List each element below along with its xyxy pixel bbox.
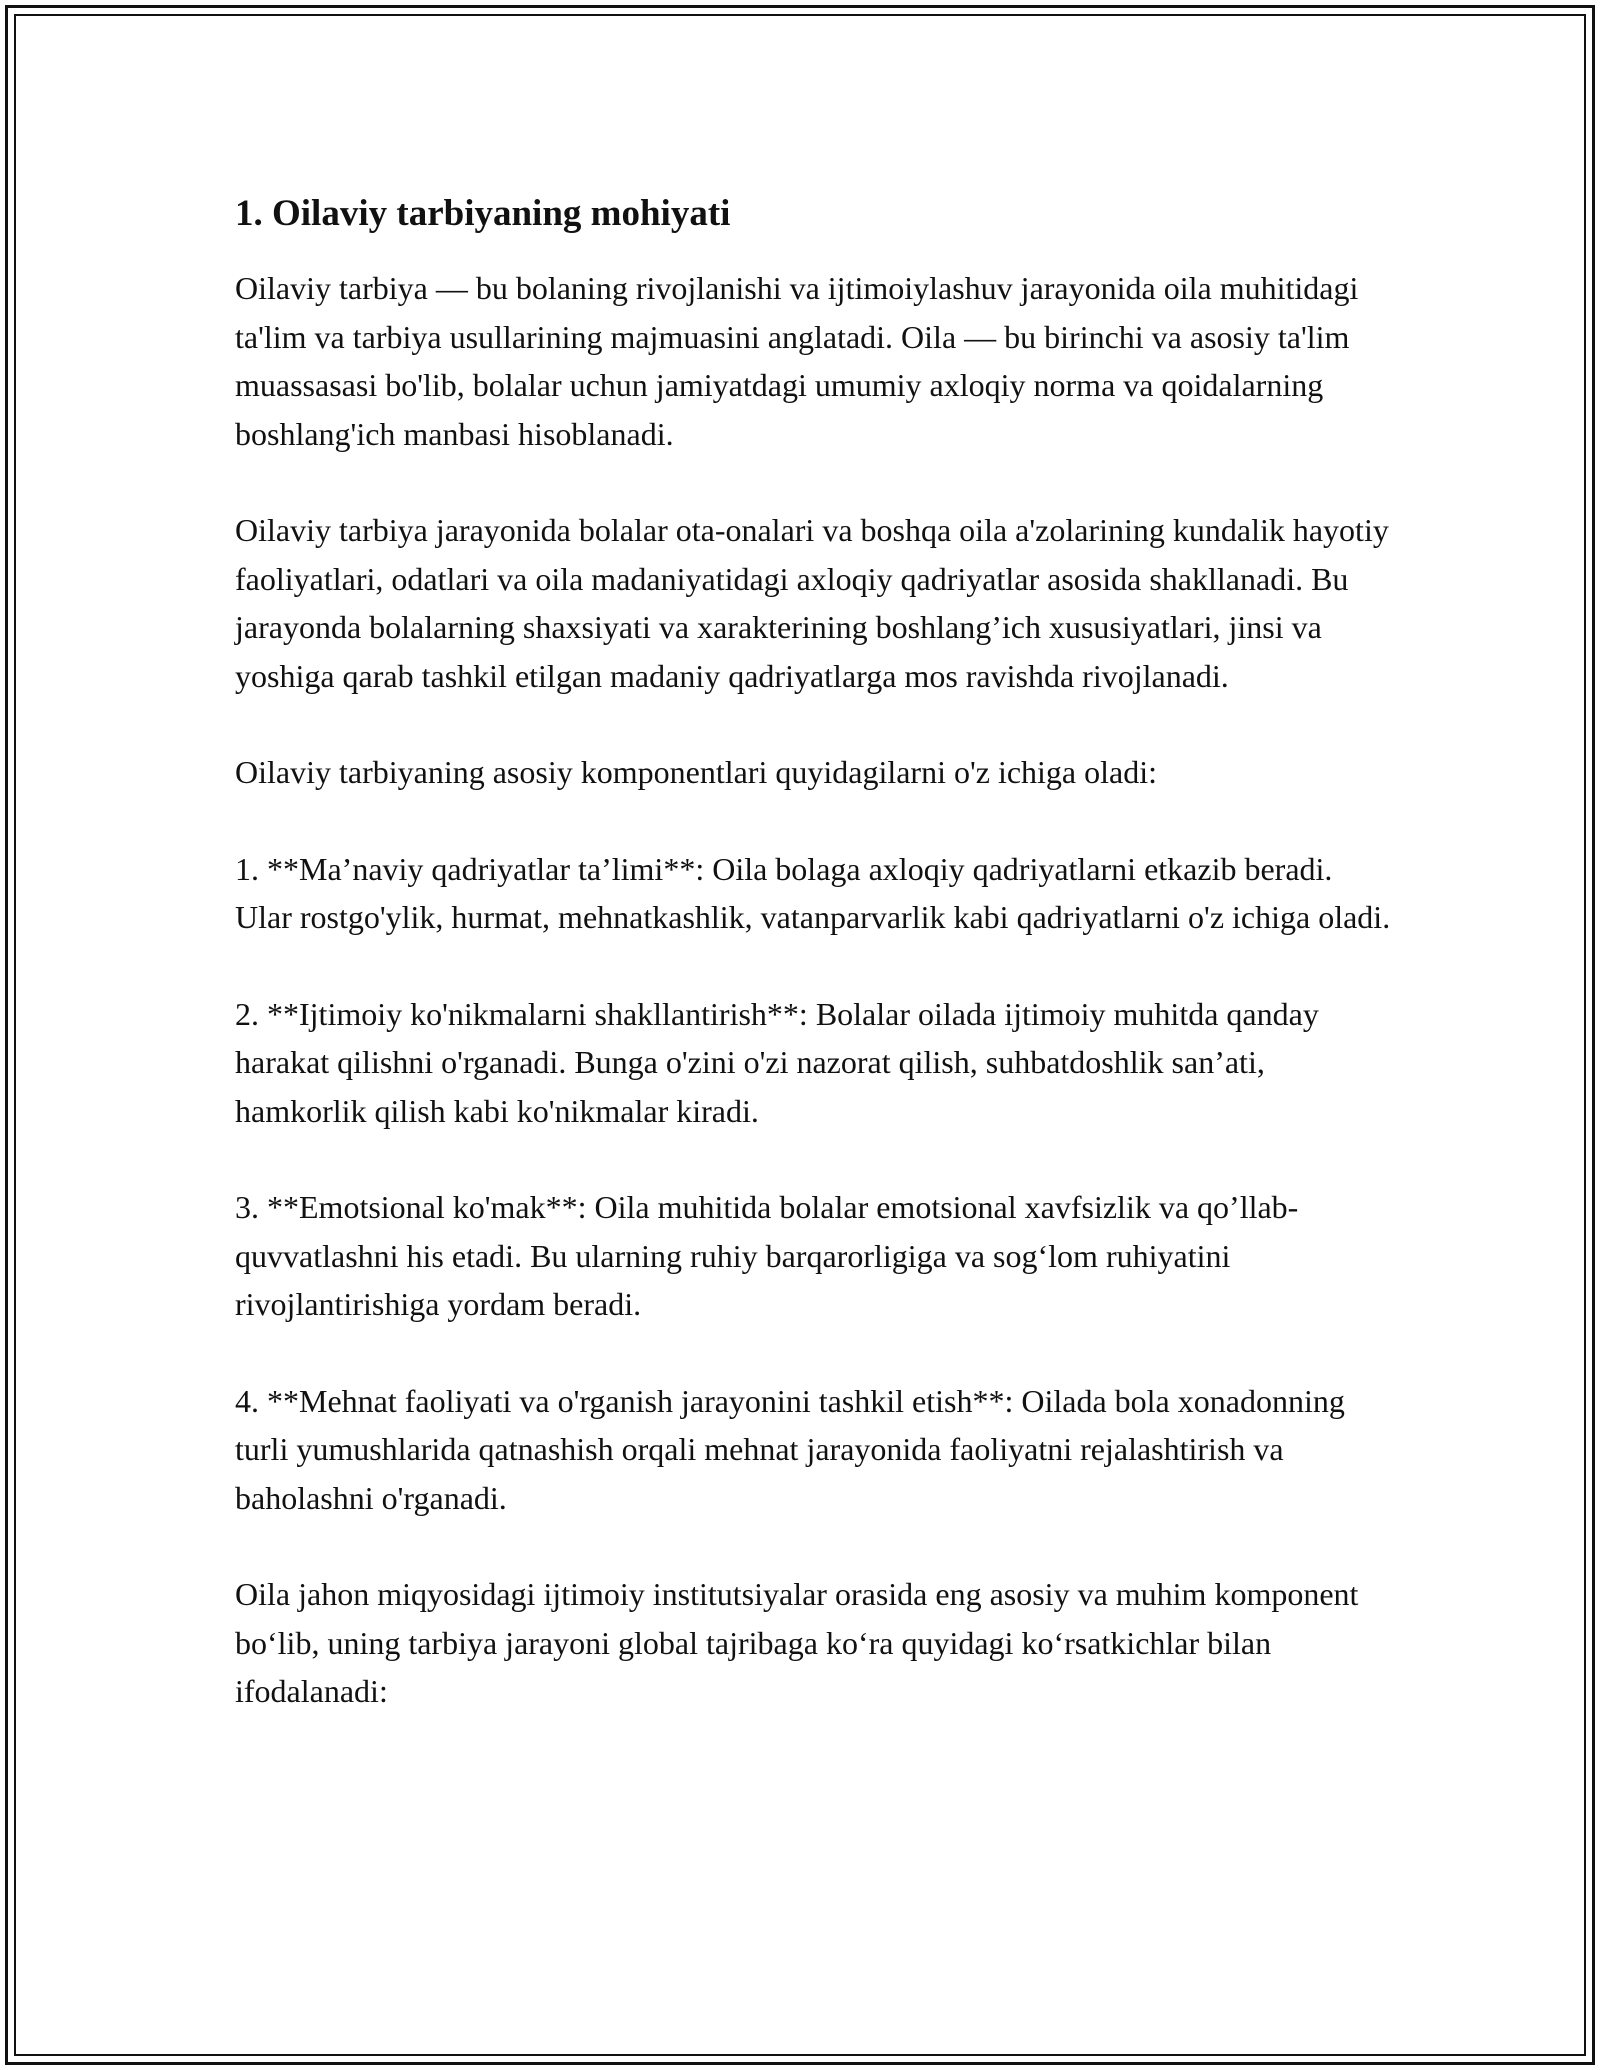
section-heading: 1. Oilaviy tarbiyaning mohiyati (235, 193, 731, 234)
paragraph-process: Oilaviy tarbiya jarayonida bolalar ota-onalari va boshqa oila a'zolarining kundalik hayotiy faoliyatlari, odatlari va oila madaniyatidagi axloqiy qadriyatlar asosida shakllanadi. Bu jarayonda bolalarning shaxsiyati va xarakterining boshlang’ich xususiyatlari, jinsi va yoshiga qarab tashkil etilgan madaniy qadriyatlarga mos ravishda rivojlanadi. (235, 512, 1389, 694)
list-item-labor-activity: 4. **Mehnat faoliyati va o'rganish jarayonini tashkil etish**: Oilada bola xonadonning turli yumushlarida qatnashish orqali mehnat jarayonida faoliyatni rejalashtirish va baholashni o'rganadi. (235, 1382, 1345, 1516)
document-body (235, 188, 1395, 1716)
list-item-emotional-support: 3. **Emotsional ko'mak**: Oila muhitida bolalar emotsional xavfsizlik va qo’llab-quvvatlashni his etadi. Bu ularning ruhiy barqarorligiga va sog‘lom ruhiyatini rivojlantirishiga yordam beradi. (235, 1189, 1299, 1322)
paragraph-components-intro: Oilaviy tarbiyaning asosiy komponentlari quyidagilarni o'z ichiga oladi: (235, 754, 1157, 790)
paragraph-global: Oila jahon miqyosidagi ijtimoiy institutsiyalar orasida eng asosiy va muhim komponent bo‘lib, uning tarbiya jarayoni global tajribaga ko‘ra quyidagi ko‘rsatkichlar bilan ifodalanadi: (235, 1576, 1359, 1709)
list-item-social-skills: 2. **Ijtimoiy ko'nikmalarni shakllantirish**: Bolalar oilada ijtimoiy muhitda qanday harakat qilishni o'rganadi. Bunga o'zini o'zi nazorat qilish, suhbatdoshlik san’ati, hamkorlik qilish kabi ko'nikmalar kiradi. (235, 995, 1319, 1129)
paragraph-intro: Oilaviy tarbiya — bu bolaning rivojlanishi va ijtimoiylashuv jarayonida oila muhitidagi ta'lim va tarbiya usullarining majmuasini anglatadi. Oila — bu birinchi va asosiy ta'lim muassasasi bo'lib, bolalar uchun jamiyatdagi umumiy axloqiy norma va qoidalarning boshlang'ich manbasi hisoblanadi. (235, 270, 1359, 452)
list-item-spiritual-values: 1. **Ma’naviy qadriyatlar ta’limi**: Oila bolaga axloqiy qadriyatlarni etkazib beradi. Ular rostgo'ylik, hurmat, mehnatkashlik, vatanparvarlik kabi qadriyatlarni o'z ichiga oladi. (235, 850, 1391, 935)
